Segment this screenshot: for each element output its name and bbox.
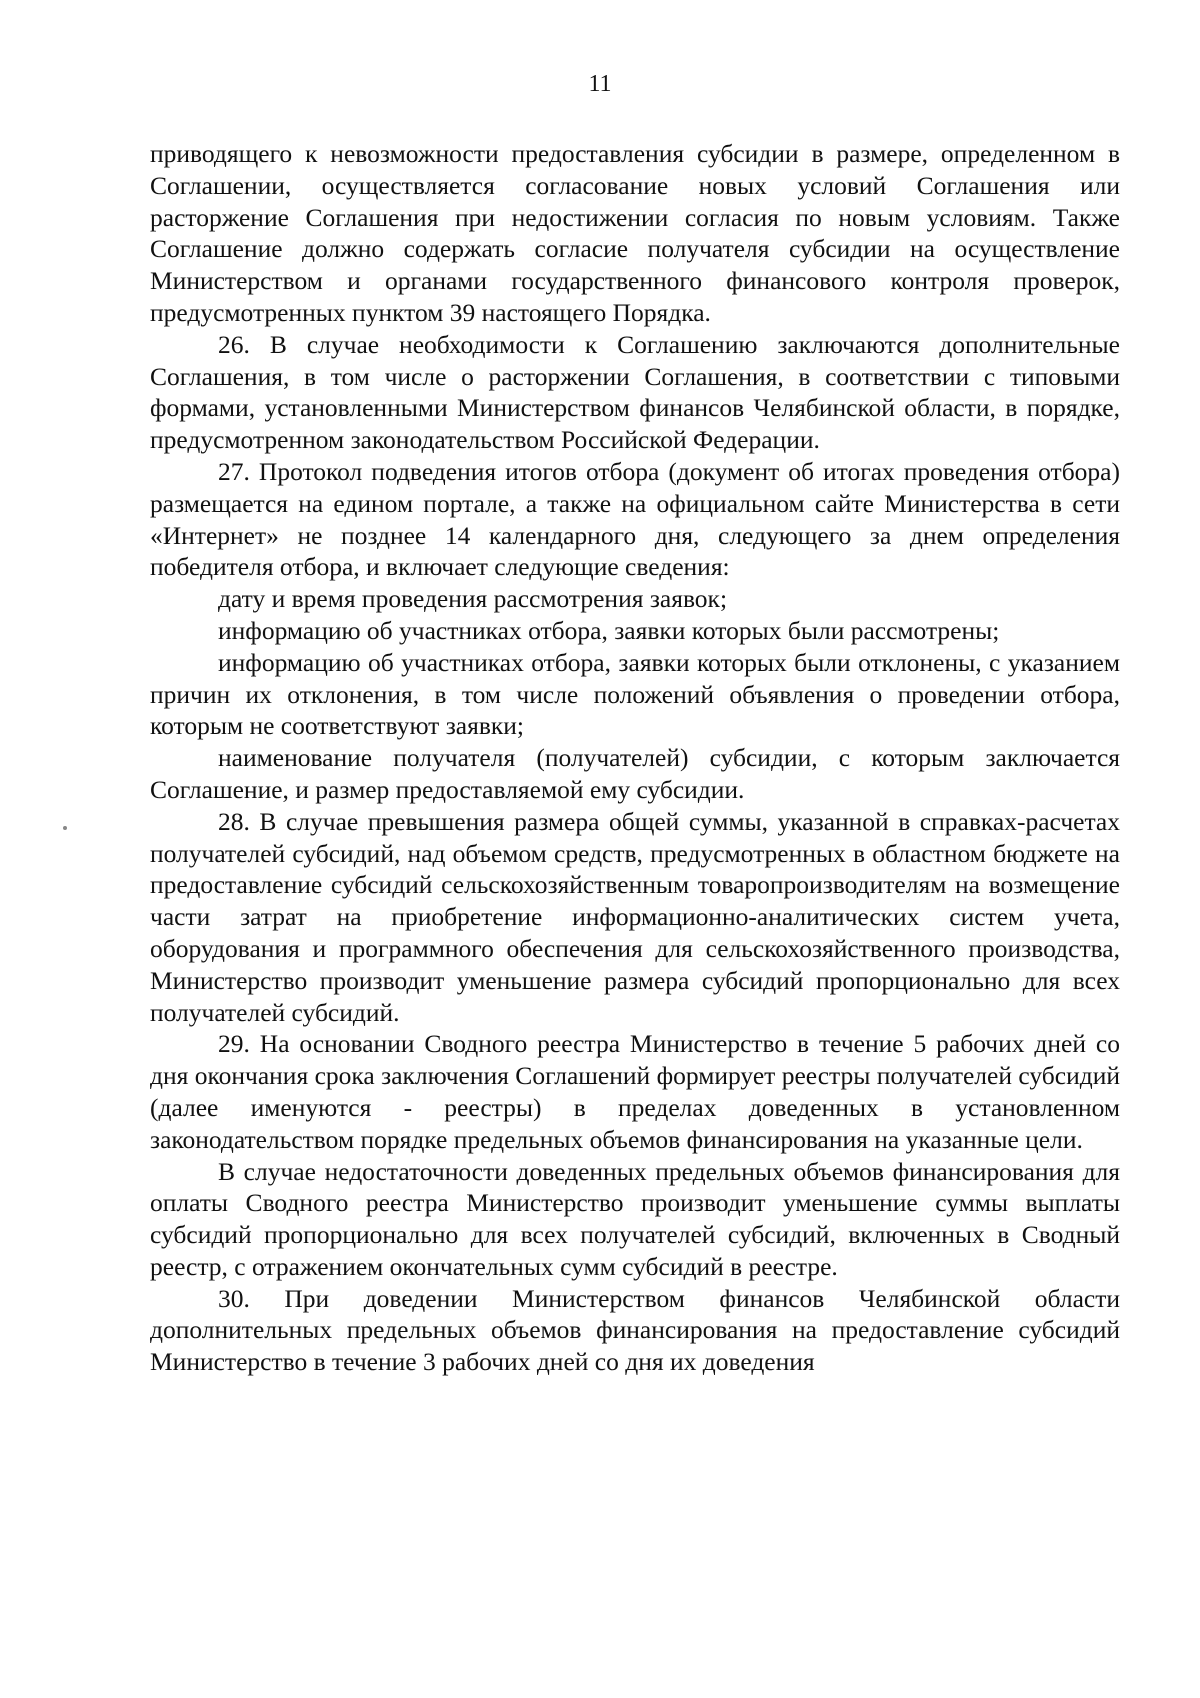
paragraph-26: 26. В случае необходимости к Соглашению заключаются дополнительные Соглашения, в том числе о расторжении Соглашения, в соответствии с типовыми формами, установленными Министерством финансов Челябинской области, в порядке, предусмотренном законодательством Российской Федерации. xyxy=(150,329,1120,455)
paragraph-continuation: приводящего к невозможности предоставления субсидии в размере, определенном в Соглашении, осуществляется согласование новых условий Соглашения или расторжение Соглашения при недостижении согласия по новым условиям. Также Соглашение должно содержать согласие получателя субсидии на осуществление Министерством и органами государственного финансового контроля проверок, предусмотренных пунктом 39 настоящего Порядка. xyxy=(150,139,1120,327)
list-item-reviewed-participants: информацию об участниках отбора, заявки которых были рассмотрены; xyxy=(218,615,1000,645)
paragraph-29-insufficiency: В случае недостаточности доведенных предельных объемов финансирования для оплаты Сводного реестра Министерство производит уменьшение суммы выплаты субсидий пропорционально для всех получателей субсидий, включенных в Сводный реестр, с отражением окончательных сумм субсидий в реестре. xyxy=(150,1156,1120,1281)
page-number: 11 xyxy=(588,71,612,97)
scan-speck xyxy=(63,826,67,830)
paragraph-28: 28. В случае превышения размера общей суммы, указанной в справках-расчетах получателей субсидий, над объемом средств, предусмотренных в областном бюджете на предоставление субсидий сельскохозяйственным товаропроизводителям на возмещение части затрат на приобретение информационно-аналитических систем учета, оборудования и программного обеспечения для сельскохозяйственного производства, Министерство производит уменьшение размера субсидий пропорционально для всех получателей субсидий. xyxy=(150,806,1120,1027)
document-body xyxy=(150,138,1120,1378)
list-item-rejected-participants: информацию об участниках отбора, заявки которых были отклонены, с указанием причин их отклонения, в том числе положений объявления о проведении отбора, которым не соответствуют заявки; xyxy=(150,647,1120,741)
paragraph-27: 27. Протокол подведения итогов отбора (документ об итогах проведения отбора) размещается на едином портале, а также на официальном сайте Министерства в сети «Интернет» не позднее 14 календарного дня, следующего за днем определения победителя отбора, и включает следующие сведения: xyxy=(150,456,1120,582)
list-item-date: дату и время проведения рассмотрения заявок; xyxy=(218,584,728,614)
list-item-recipient: наименование получателя (получателей) субсидии, с которым заключается Соглашение, и размер предоставляемой ему субсидии. xyxy=(150,743,1120,804)
paragraph-30: 30. При доведении Министерством финансов Челябинской области дополнительных предельных объемов финансирования на предоставление субсидий Министерство в течение 3 рабочих дней со дня их доведения xyxy=(150,1283,1120,1377)
paragraph-29: 29. На основании Сводного реестра Министерство в течение 5 рабочих дней со дня окончания срока заключения Соглашений формирует реестры получателей субсидий (далее именуются - реестры) в пределах доведенных в установленном законодательством порядке предельных объемов финансирования на указанные цели. xyxy=(150,1029,1120,1154)
